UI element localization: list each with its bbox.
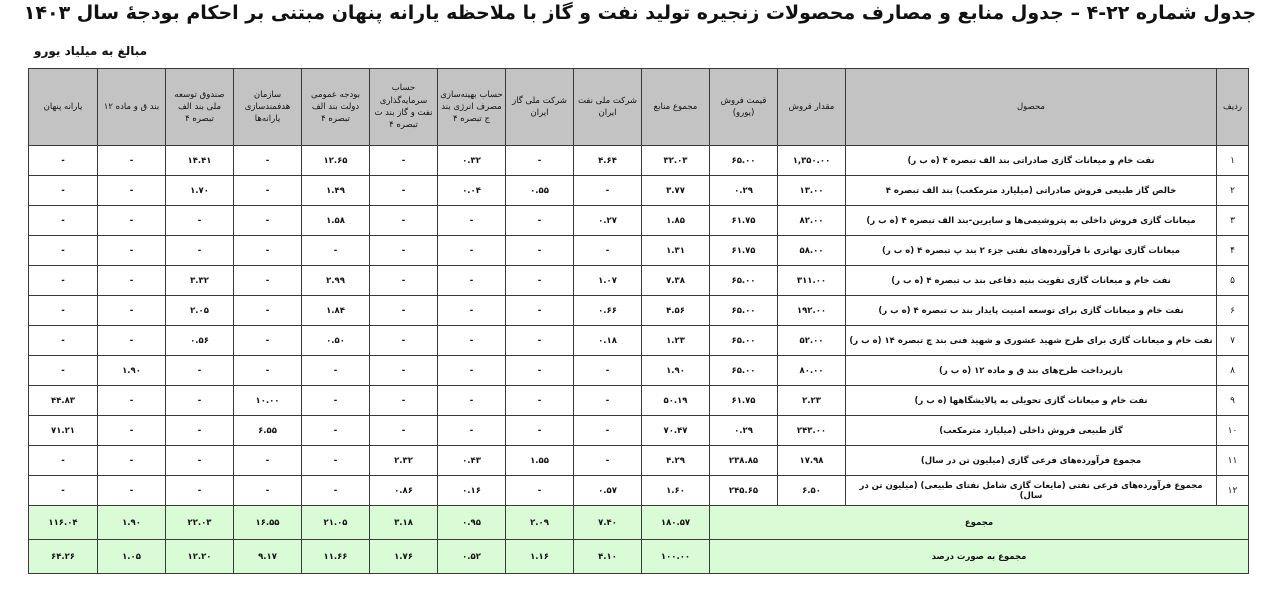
cell-sales-quantity: ۸۲.۰۰ <box>778 206 846 236</box>
cell-band-q: - <box>98 446 166 476</box>
cell-row-number: ۳ <box>1217 206 1249 236</box>
cell-subsidy-org: - <box>234 446 302 476</box>
col-header-nigc: شرکت ملی گاز ایران <box>506 69 574 146</box>
cell-hidden-subsidy: - <box>29 266 98 296</box>
cell-band-q: - <box>98 476 166 506</box>
cell-sales-quantity: ۵۸.۰۰ <box>778 236 846 266</box>
cell-hidden-subsidy: - <box>29 446 98 476</box>
cell-nioc: - <box>574 386 642 416</box>
cell-product: مجموع فرآورده‌های فرعی گازی (میلیون تن در سال) <box>846 446 1217 476</box>
cell-sales-quantity: ۵۲.۰۰ <box>778 326 846 356</box>
total-cell-oil-gas-investment: ۱.۷۶ <box>370 540 438 574</box>
cell-product: خالص گاز طبیعی فروش صادراتی (میلیارد مترمکعب) بند الف تبصره ۴ <box>846 176 1217 206</box>
cell-nigc: - <box>506 326 574 356</box>
header-row <box>29 69 1249 146</box>
cell-ndf: - <box>166 446 234 476</box>
cell-band-q: - <box>98 266 166 296</box>
total-cell-hidden-subsidy: ۶۴.۲۶ <box>29 540 98 574</box>
cell-subsidy-org: - <box>234 356 302 386</box>
cell-hidden-subsidy: ۷۱.۲۱ <box>29 416 98 446</box>
cell-ndf: - <box>166 386 234 416</box>
cell-nigc: - <box>506 266 574 296</box>
col-header-oil-gas-investment: حساب سرمایه‌گذاری نفت و گاز بند ت تبصره ۴ <box>370 69 438 146</box>
cell-product: نفت خام و میعانات گازی تقویت بنیه دفاعی بند ب تبصره ۴ (ه ب ر) <box>846 266 1217 296</box>
cell-sales-price: ۶۱.۷۵ <box>710 386 778 416</box>
cell-nioc: ۰.۱۸ <box>574 326 642 356</box>
cell-energy-optimization: ۰.۰۴ <box>438 176 506 206</box>
total-percent-row <box>29 540 1249 574</box>
cell-public-budget: ۱.۴۹ <box>302 176 370 206</box>
table-row <box>29 296 1249 326</box>
cell-ndf: - <box>166 236 234 266</box>
cell-energy-optimization: - <box>438 356 506 386</box>
cell-total-resources: ۷.۳۸ <box>642 266 710 296</box>
col-header-energy-optimization: حساب بهینه‌سازی مصرف انرژی بند ج تبصره ۴ <box>438 69 506 146</box>
cell-nigc: - <box>506 386 574 416</box>
cell-public-budget: ۲.۹۹ <box>302 266 370 296</box>
cell-band-q: - <box>98 386 166 416</box>
cell-public-budget: ۱۲.۶۵ <box>302 146 370 176</box>
table-row <box>29 326 1249 356</box>
cell-band-q: - <box>98 416 166 446</box>
cell-product: نفت خام و میعانات گازی تحویلی به پالایشگاهها (ه ب ر) <box>846 386 1217 416</box>
cell-oil-gas-investment: - <box>370 386 438 416</box>
table-row <box>29 446 1249 476</box>
cell-oil-gas-investment: - <box>370 326 438 356</box>
cell-row-number: ۱۱ <box>1217 446 1249 476</box>
cell-energy-optimization: - <box>438 416 506 446</box>
cell-public-budget: - <box>302 476 370 506</box>
cell-oil-gas-investment: ۲.۳۲ <box>370 446 438 476</box>
cell-hidden-subsidy: - <box>29 326 98 356</box>
cell-nioc: ۱.۰۷ <box>574 266 642 296</box>
cell-ndf: ۰.۵۶ <box>166 326 234 356</box>
total-label: مجموع <box>710 506 1249 540</box>
cell-subsidy-org: - <box>234 476 302 506</box>
cell-nigc: - <box>506 146 574 176</box>
cell-public-budget: ۱.۵۸ <box>302 206 370 236</box>
cell-sales-price: ۶۵.۰۰ <box>710 266 778 296</box>
cell-public-budget: - <box>302 236 370 266</box>
cell-oil-gas-investment: - <box>370 266 438 296</box>
cell-nioc: - <box>574 176 642 206</box>
cell-energy-optimization: ۰.۴۳ <box>438 446 506 476</box>
cell-hidden-subsidy: - <box>29 476 98 506</box>
cell-ndf: - <box>166 206 234 236</box>
total-cell-hidden-subsidy: ۱۱۶.۰۴ <box>29 506 98 540</box>
total-cell-subsidy-org: ۱۶.۵۵ <box>234 506 302 540</box>
cell-subsidy-org: - <box>234 176 302 206</box>
cell-energy-optimization: - <box>438 236 506 266</box>
total-cell-ndf: ۲۲.۰۳ <box>166 506 234 540</box>
cell-sales-quantity: ۸۰.۰۰ <box>778 356 846 386</box>
cell-nigc: - <box>506 296 574 326</box>
total-cell-public-budget: ۲۱.۰۵ <box>302 506 370 540</box>
total-cell-oil-gas-investment: ۳.۱۸ <box>370 506 438 540</box>
sources-uses-table <box>28 68 1249 574</box>
col-header-public-budget: بودجه عمومی دولت بند الف تبصره ۴ <box>302 69 370 146</box>
cell-band-q: - <box>98 326 166 356</box>
cell-total-resources: ۳۲.۰۳ <box>642 146 710 176</box>
cell-subsidy-org: ۱۰.۰۰ <box>234 386 302 416</box>
cell-ndf: ۳.۳۲ <box>166 266 234 296</box>
table-row <box>29 146 1249 176</box>
cell-row-number: ۵ <box>1217 266 1249 296</box>
cell-subsidy-org: - <box>234 296 302 326</box>
cell-energy-optimization: - <box>438 296 506 326</box>
table-row <box>29 386 1249 416</box>
cell-subsidy-org: - <box>234 236 302 266</box>
cell-oil-gas-investment: - <box>370 416 438 446</box>
cell-ndf: - <box>166 356 234 386</box>
cell-energy-optimization: ۰.۱۶ <box>438 476 506 506</box>
cell-ndf: ۲.۰۵ <box>166 296 234 326</box>
total-cell-total-resources: ۱۸۰.۵۷ <box>642 506 710 540</box>
cell-nioc: ۰.۶۶ <box>574 296 642 326</box>
cell-sales-price: ۲۴۵.۶۵ <box>710 476 778 506</box>
cell-energy-optimization: ۰.۳۲ <box>438 146 506 176</box>
table-row <box>29 206 1249 236</box>
cell-sales-quantity: ۱۳.۰۰ <box>778 176 846 206</box>
cell-public-budget: - <box>302 446 370 476</box>
cell-hidden-subsidy: ۴۴.۸۳ <box>29 386 98 416</box>
cell-sales-price: ۲۳۸.۸۵ <box>710 446 778 476</box>
total-cell-band-q: ۱.۰۵ <box>98 540 166 574</box>
cell-energy-optimization: - <box>438 266 506 296</box>
cell-sales-quantity: ۶.۵۰ <box>778 476 846 506</box>
cell-product: گاز طبیعی فروش داخلی (میلیارد مترمکعب) <box>846 416 1217 446</box>
table-row <box>29 356 1249 386</box>
cell-nigc: - <box>506 356 574 386</box>
cell-nioc: ۰.۵۷ <box>574 476 642 506</box>
cell-energy-optimization: - <box>438 206 506 236</box>
cell-sales-quantity: ۱,۳۵۰.۰۰ <box>778 146 846 176</box>
cell-row-number: ۶ <box>1217 296 1249 326</box>
cell-sales-price: ۶۱.۷۵ <box>710 206 778 236</box>
table-row <box>29 236 1249 266</box>
cell-row-number: ۱ <box>1217 146 1249 176</box>
cell-row-number: ۹ <box>1217 386 1249 416</box>
cell-row-number: ۷ <box>1217 326 1249 356</box>
cell-total-resources: ۱.۹۰ <box>642 356 710 386</box>
cell-total-resources: ۱.۳۱ <box>642 236 710 266</box>
cell-subsidy-org: - <box>234 206 302 236</box>
cell-sales-price: ۶۵.۰۰ <box>710 326 778 356</box>
col-header-sales-price: قیمت فروش (یورو) <box>710 69 778 146</box>
cell-sales-quantity: ۱۹۲.۰۰ <box>778 296 846 326</box>
cell-nigc: ۰.۵۵ <box>506 176 574 206</box>
table-row <box>29 476 1249 506</box>
total-cell-nioc: ۴.۱۰ <box>574 540 642 574</box>
cell-oil-gas-investment: - <box>370 356 438 386</box>
cell-hidden-subsidy: - <box>29 176 98 206</box>
cell-public-budget: - <box>302 356 370 386</box>
cell-subsidy-org: - <box>234 146 302 176</box>
total-cell-energy-optimization: ۰.۹۵ <box>438 506 506 540</box>
cell-sales-price: ۰.۲۹ <box>710 416 778 446</box>
cell-public-budget: ۱.۸۴ <box>302 296 370 326</box>
cell-oil-gas-investment: - <box>370 206 438 236</box>
cell-public-budget: - <box>302 416 370 446</box>
total-cell-public-budget: ۱۱.۶۶ <box>302 540 370 574</box>
cell-hidden-subsidy: - <box>29 206 98 236</box>
cell-oil-gas-investment: - <box>370 296 438 326</box>
cell-subsidy-org: ۶.۵۵ <box>234 416 302 446</box>
col-header-sales-quantity: مقدار فروش <box>778 69 846 146</box>
total-cell-nigc: ۱.۱۶ <box>506 540 574 574</box>
col-header-product: محصول <box>846 69 1217 146</box>
cell-ndf: ۱۴.۴۱ <box>166 146 234 176</box>
cell-subsidy-org: - <box>234 326 302 356</box>
total-cell-band-q: ۱.۹۰ <box>98 506 166 540</box>
cell-sales-quantity: ۱۷.۹۸ <box>778 446 846 476</box>
cell-public-budget: - <box>302 386 370 416</box>
total-cell-ndf: ۱۲.۲۰ <box>166 540 234 574</box>
cell-sales-quantity: ۲.۲۳ <box>778 386 846 416</box>
cell-row-number: ۲ <box>1217 176 1249 206</box>
cell-nigc: - <box>506 416 574 446</box>
cell-band-q: - <box>98 236 166 266</box>
cell-hidden-subsidy: - <box>29 146 98 176</box>
cell-sales-price: ۶۵.۰۰ <box>710 146 778 176</box>
cell-product: میعانات گازی تهاتری با فرآورده‌های نفتی جزء ۲ بند پ تبصره ۴ (ه ب ر) <box>846 236 1217 266</box>
cell-sales-quantity: ۲۴۳.۰۰ <box>778 416 846 446</box>
table-row <box>29 416 1249 446</box>
cell-sales-price: ۶۱.۷۵ <box>710 236 778 266</box>
cell-product: مجموع فرآورده‌های فرعی نفتی (مایعات گازی شامل نفتای طبیعی) (میلیون تن در سال) <box>846 476 1217 506</box>
cell-total-resources: ۴.۵۶ <box>642 296 710 326</box>
cell-energy-optimization: - <box>438 326 506 356</box>
cell-nigc: ۱.۵۵ <box>506 446 574 476</box>
col-header-total-resources: مجموع منابع <box>642 69 710 146</box>
cell-band-q: - <box>98 176 166 206</box>
cell-product: میعانات گازی فروش داخلی به پتروشیمی‌ها و سایرین-بند الف تبصره ۴ (ه ب ر) <box>846 206 1217 236</box>
cell-band-q: ۱.۹۰ <box>98 356 166 386</box>
cell-ndf: - <box>166 476 234 506</box>
cell-sales-price: ۶۵.۰۰ <box>710 296 778 326</box>
total-cell-nigc: ۲.۰۹ <box>506 506 574 540</box>
cell-total-resources: ۳.۷۷ <box>642 176 710 206</box>
col-header-subsidy-org: سازمان هدفمندسازی یارانه‌ها <box>234 69 302 146</box>
cell-row-number: ۱۰ <box>1217 416 1249 446</box>
cell-total-resources: ۷۰.۴۷ <box>642 416 710 446</box>
cell-total-resources: ۱.۸۵ <box>642 206 710 236</box>
cell-hidden-subsidy: - <box>29 296 98 326</box>
cell-product: نفت خام و میعانات گازی صادراتی بند الف تبصره ۴ (ه ب ر) <box>846 146 1217 176</box>
cell-nioc: - <box>574 416 642 446</box>
cell-product: بازپرداخت طرح‌های بند ق و ماده ۱۲ (ه ب ر) <box>846 356 1217 386</box>
total-label: مجموع به صورت درصد <box>710 540 1249 574</box>
unit-note: مبالغ به میلیاد یورو <box>34 44 148 58</box>
cell-ndf: ۱.۷۰ <box>166 176 234 206</box>
cell-sales-quantity: ۳۱۱.۰۰ <box>778 266 846 296</box>
cell-nioc: - <box>574 236 642 266</box>
col-header-ndf: صندوق توسعه ملی بند الف تبصره ۴ <box>166 69 234 146</box>
cell-product: نفت خام و میعانات گازی برای توسعه امنیت پایدار بند ب تبصره ۴ (ه ب ر) <box>846 296 1217 326</box>
cell-row-number: ۸ <box>1217 356 1249 386</box>
total-row <box>29 506 1249 540</box>
cell-oil-gas-investment: ۰.۸۶ <box>370 476 438 506</box>
cell-total-resources: ۱.۲۳ <box>642 326 710 356</box>
cell-sales-price: ۰.۲۹ <box>710 176 778 206</box>
cell-oil-gas-investment: - <box>370 176 438 206</box>
cell-row-number: ۴ <box>1217 236 1249 266</box>
cell-oil-gas-investment: - <box>370 236 438 266</box>
cell-total-resources: ۵۰.۱۹ <box>642 386 710 416</box>
cell-oil-gas-investment: - <box>370 146 438 176</box>
total-cell-energy-optimization: ۰.۵۲ <box>438 540 506 574</box>
page-title: جدول شماره ۲۲-۴ – جدول منابع و مصارف محصولات زنجیره تولید نفت و گاز با ملاحظه یارانه پنهان مبتنی بر احکام بودجهٔ سال ۱۴۰۳ <box>23 2 1257 24</box>
cell-band-q: - <box>98 296 166 326</box>
cell-product: نفت خام و میعانات گازی برای طرح شهید عشوری و شهید فنی بند چ تبصره ۱۴ (ه ب ر) <box>846 326 1217 356</box>
cell-row-number: ۱۲ <box>1217 476 1249 506</box>
col-header-hidden-subsidy: یارانه پنهان <box>29 69 98 146</box>
table-row <box>29 266 1249 296</box>
cell-nioc: - <box>574 356 642 386</box>
cell-energy-optimization: - <box>438 386 506 416</box>
cell-subsidy-org: - <box>234 266 302 296</box>
col-header-row-number: ردیف <box>1217 69 1249 146</box>
cell-nigc: - <box>506 236 574 266</box>
cell-nioc: ۴.۶۴ <box>574 146 642 176</box>
cell-public-budget: ۰.۵۰ <box>302 326 370 356</box>
cell-nioc: - <box>574 446 642 476</box>
cell-nigc: - <box>506 476 574 506</box>
cell-band-q: - <box>98 206 166 236</box>
table-row <box>29 176 1249 206</box>
col-header-nioc: شرکت ملی نفت ایران <box>574 69 642 146</box>
cell-hidden-subsidy: - <box>29 236 98 266</box>
total-cell-nioc: ۷.۴۰ <box>574 506 642 540</box>
cell-nioc: ۰.۲۷ <box>574 206 642 236</box>
col-header-band-q: بند ق و ماده ۱۲ <box>98 69 166 146</box>
cell-nigc: - <box>506 206 574 236</box>
cell-total-resources: ۱.۶۰ <box>642 476 710 506</box>
total-cell-subsidy-org: ۹.۱۷ <box>234 540 302 574</box>
cell-hidden-subsidy: - <box>29 356 98 386</box>
cell-band-q: - <box>98 146 166 176</box>
cell-ndf: - <box>166 416 234 446</box>
cell-sales-price: ۶۵.۰۰ <box>710 356 778 386</box>
cell-total-resources: ۴.۲۹ <box>642 446 710 476</box>
total-cell-total-resources: ۱۰۰.۰۰ <box>642 540 710 574</box>
